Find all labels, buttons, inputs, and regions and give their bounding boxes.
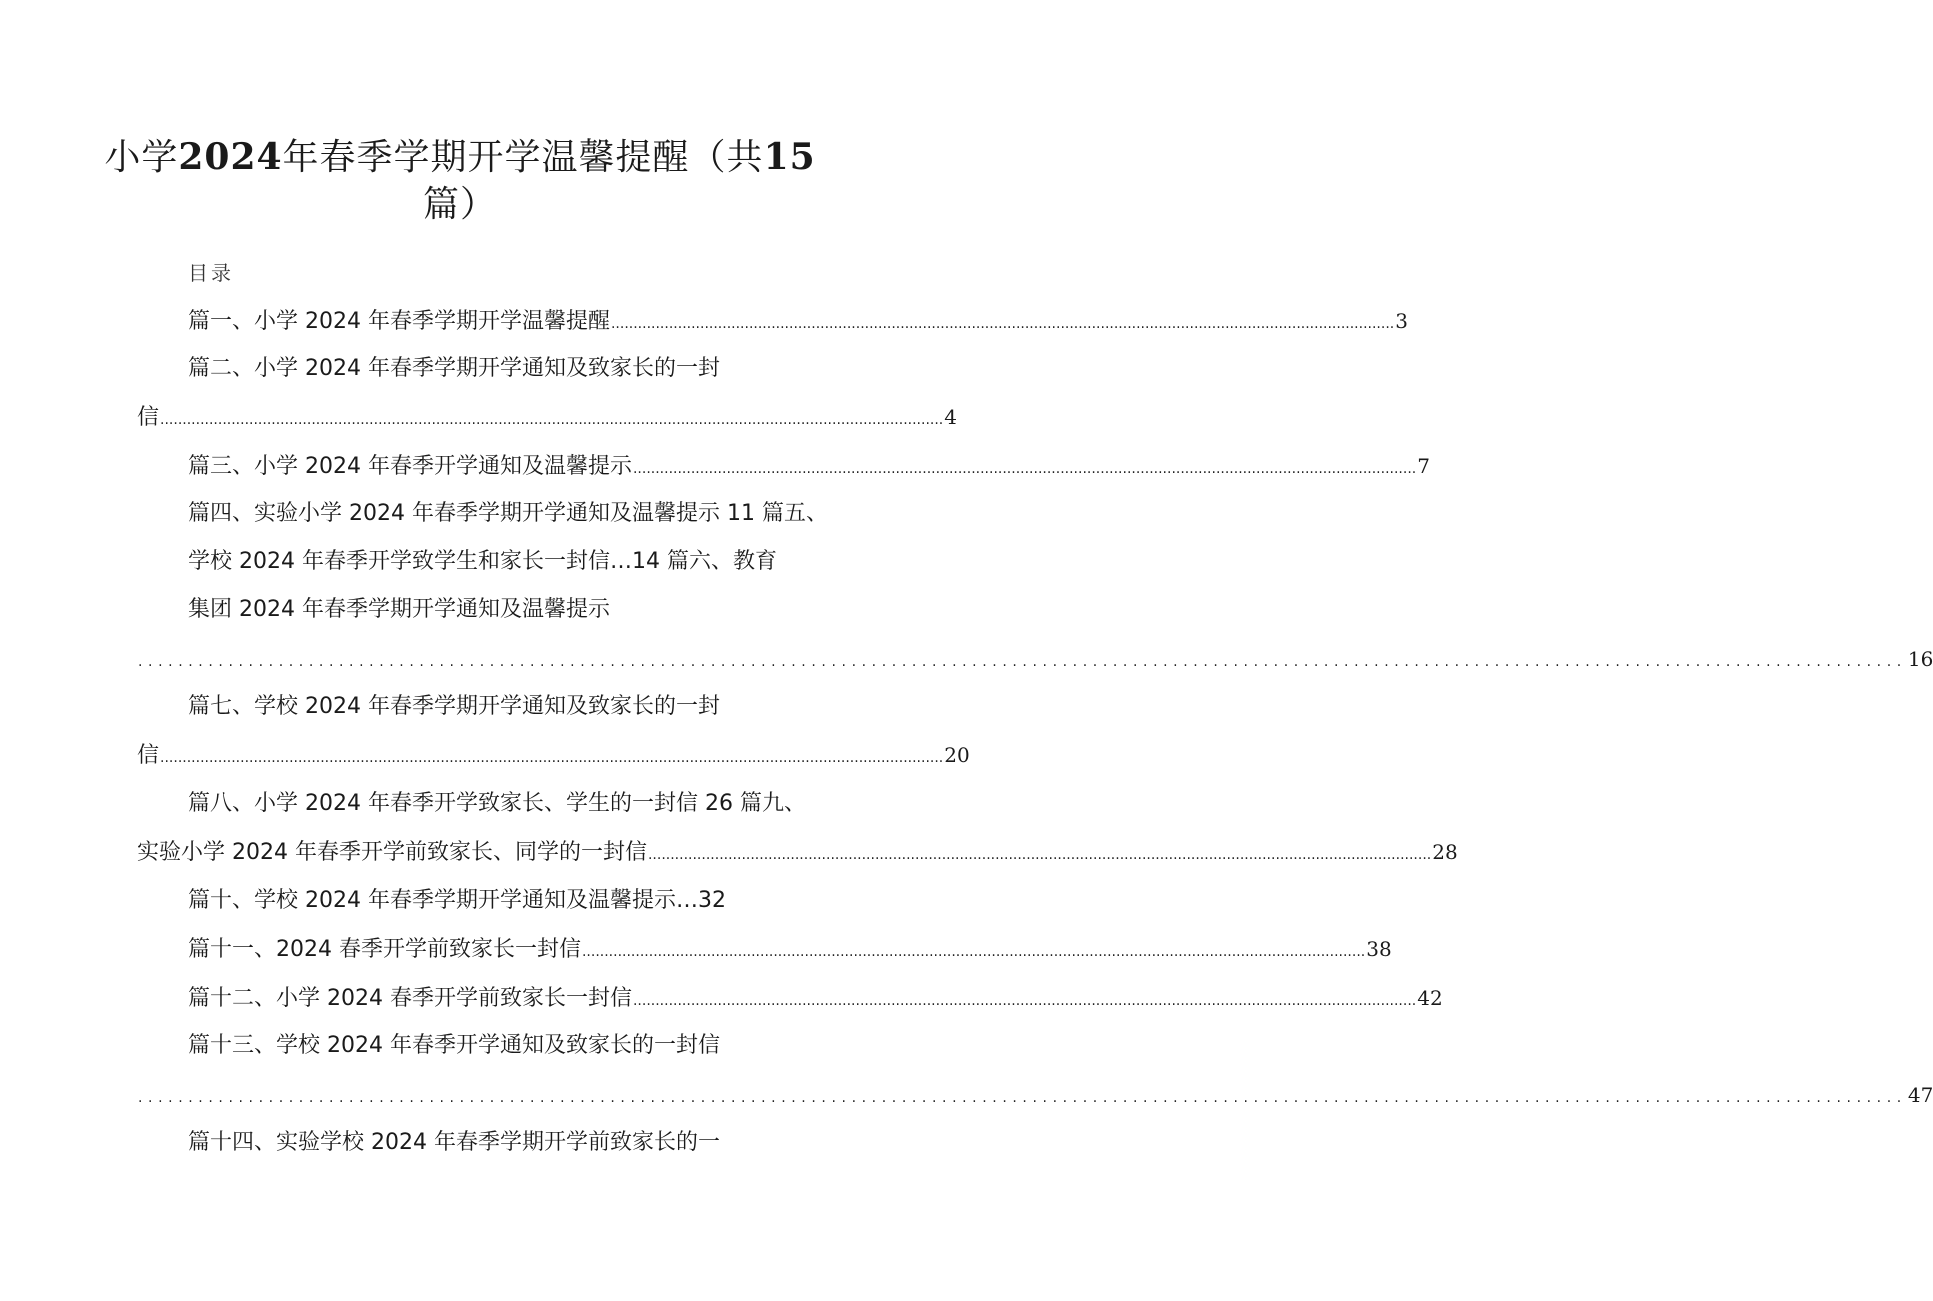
toc-entry-13[interactable]: [188, 1028, 748, 1064]
toc-page-number: 7: [1417, 454, 1430, 478]
leader-dots: ................................................................................................................................................................................: [647, 847, 1432, 863]
document-title-line-2: 篇）: [422, 184, 497, 225]
leader-dots: ................................................................................................................................................................................: [138, 1090, 1907, 1106]
leader-dots: ................................................................................................................................................................................: [610, 316, 1395, 332]
toc-page-number: 20: [944, 743, 970, 767]
toc-entry-11[interactable]: [188, 931, 1392, 967]
toc-entry-5-6[interactable]: [188, 544, 808, 580]
toc-page-number: 16: [1907, 647, 1933, 671]
toc-entry-title: 篇十三、学校 2024 年春季开学通知及致家长的一封信: [188, 1033, 720, 1058]
toc-entry-title: 实验小学 2024 年春季开学前致家长、同学的一封信: [137, 840, 647, 865]
toc-entry-7-cont[interactable]: [137, 737, 970, 773]
toc-page-number: 47: [1907, 1083, 1933, 1107]
toc-entry-title: 信: [137, 405, 160, 430]
toc-entry-title: 集团 2024 年春季学期开学通知及温馨提示: [188, 597, 610, 622]
toc-page-number: 38: [1366, 937, 1392, 961]
leader-dots: ................................................................................................................................................................................: [632, 461, 1417, 477]
toc-entry-2-cont[interactable]: [137, 399, 957, 435]
toc-entry-title: 篇一、小学 2024 年春季学期开学温馨提醒: [188, 309, 610, 334]
toc-entry-title: 学校 2024 年春季开学致学生和家长一封信…14 篇六、教育: [188, 549, 777, 574]
leader-dots: ................................................................................................................................................................................: [581, 944, 1366, 960]
toc-page-number: 4: [944, 405, 957, 429]
toc-page-number: 42: [1417, 986, 1443, 1010]
toc-entry-6-cont[interactable]: [188, 592, 748, 628]
toc-entry-title: 篇四、实验小学 2024 年春季学期开学通知及温馨提示 11 篇五、: [188, 501, 828, 526]
toc-entry-title: 篇三、小学 2024 年春季开学通知及温馨提示: [188, 454, 632, 479]
toc-entry-title: 篇十二、小学 2024 春季开学前致家长一封信: [188, 986, 632, 1011]
toc-entry-12[interactable]: [188, 980, 1443, 1016]
toc-entry-title: 信: [137, 743, 160, 768]
leader-dots: ................................................................................................................................................................................: [160, 412, 944, 428]
document-title-line-1: [0, 132, 920, 183]
toc-entry-6-page[interactable]: [137, 641, 1933, 677]
toc-entry-9-cont[interactable]: [137, 834, 1458, 870]
toc-page-number: 28: [1432, 840, 1458, 864]
toc-entry-13-page[interactable]: [137, 1077, 1933, 1113]
toc-heading: 目录: [188, 261, 234, 285]
leader-dots: ................................................................................................................................................................................: [138, 654, 1907, 670]
toc-entry-title: 篇十一、2024 春季开学前致家长一封信: [188, 937, 581, 962]
toc-entry-8-9[interactable]: [188, 786, 808, 822]
title-middle: 年春季学期开学温馨提醒（共: [282, 137, 764, 178]
toc-page-number: 3: [1395, 309, 1408, 333]
toc-entry-4-5[interactable]: [188, 496, 828, 532]
leader-dots: ................................................................................................................................................................................: [160, 750, 944, 766]
toc-entry-title: 篇十、学校 2024 年春季学期开学通知及温馨提示…32: [188, 888, 726, 913]
toc-entry-10[interactable]: [188, 883, 780, 919]
toc-entry-1[interactable]: [188, 303, 1408, 339]
toc-entry-title: 篇十四、实验学校 2024 年春季学期开学前致家长的一: [188, 1130, 720, 1155]
title-year: 2024: [178, 136, 283, 178]
toc-entry-14[interactable]: [188, 1125, 748, 1161]
title-prefix: 小学: [104, 137, 179, 178]
toc-entry-title: 篇二、小学 2024 年春季学期开学通知及致家长的一封: [188, 356, 720, 381]
toc-entry-title: 篇八、小学 2024 年春季开学致家长、学生的一封信 26 篇九、: [188, 791, 806, 816]
toc-entry-7[interactable]: [188, 689, 748, 725]
toc-entry-2[interactable]: [188, 351, 748, 387]
toc-entry-title: 篇七、学校 2024 年春季学期开学通知及致家长的一封: [188, 694, 720, 719]
title-count: 15: [763, 136, 816, 178]
leader-dots: ................................................................................................................................................................................: [632, 993, 1417, 1009]
toc-entry-3[interactable]: [188, 448, 1430, 484]
